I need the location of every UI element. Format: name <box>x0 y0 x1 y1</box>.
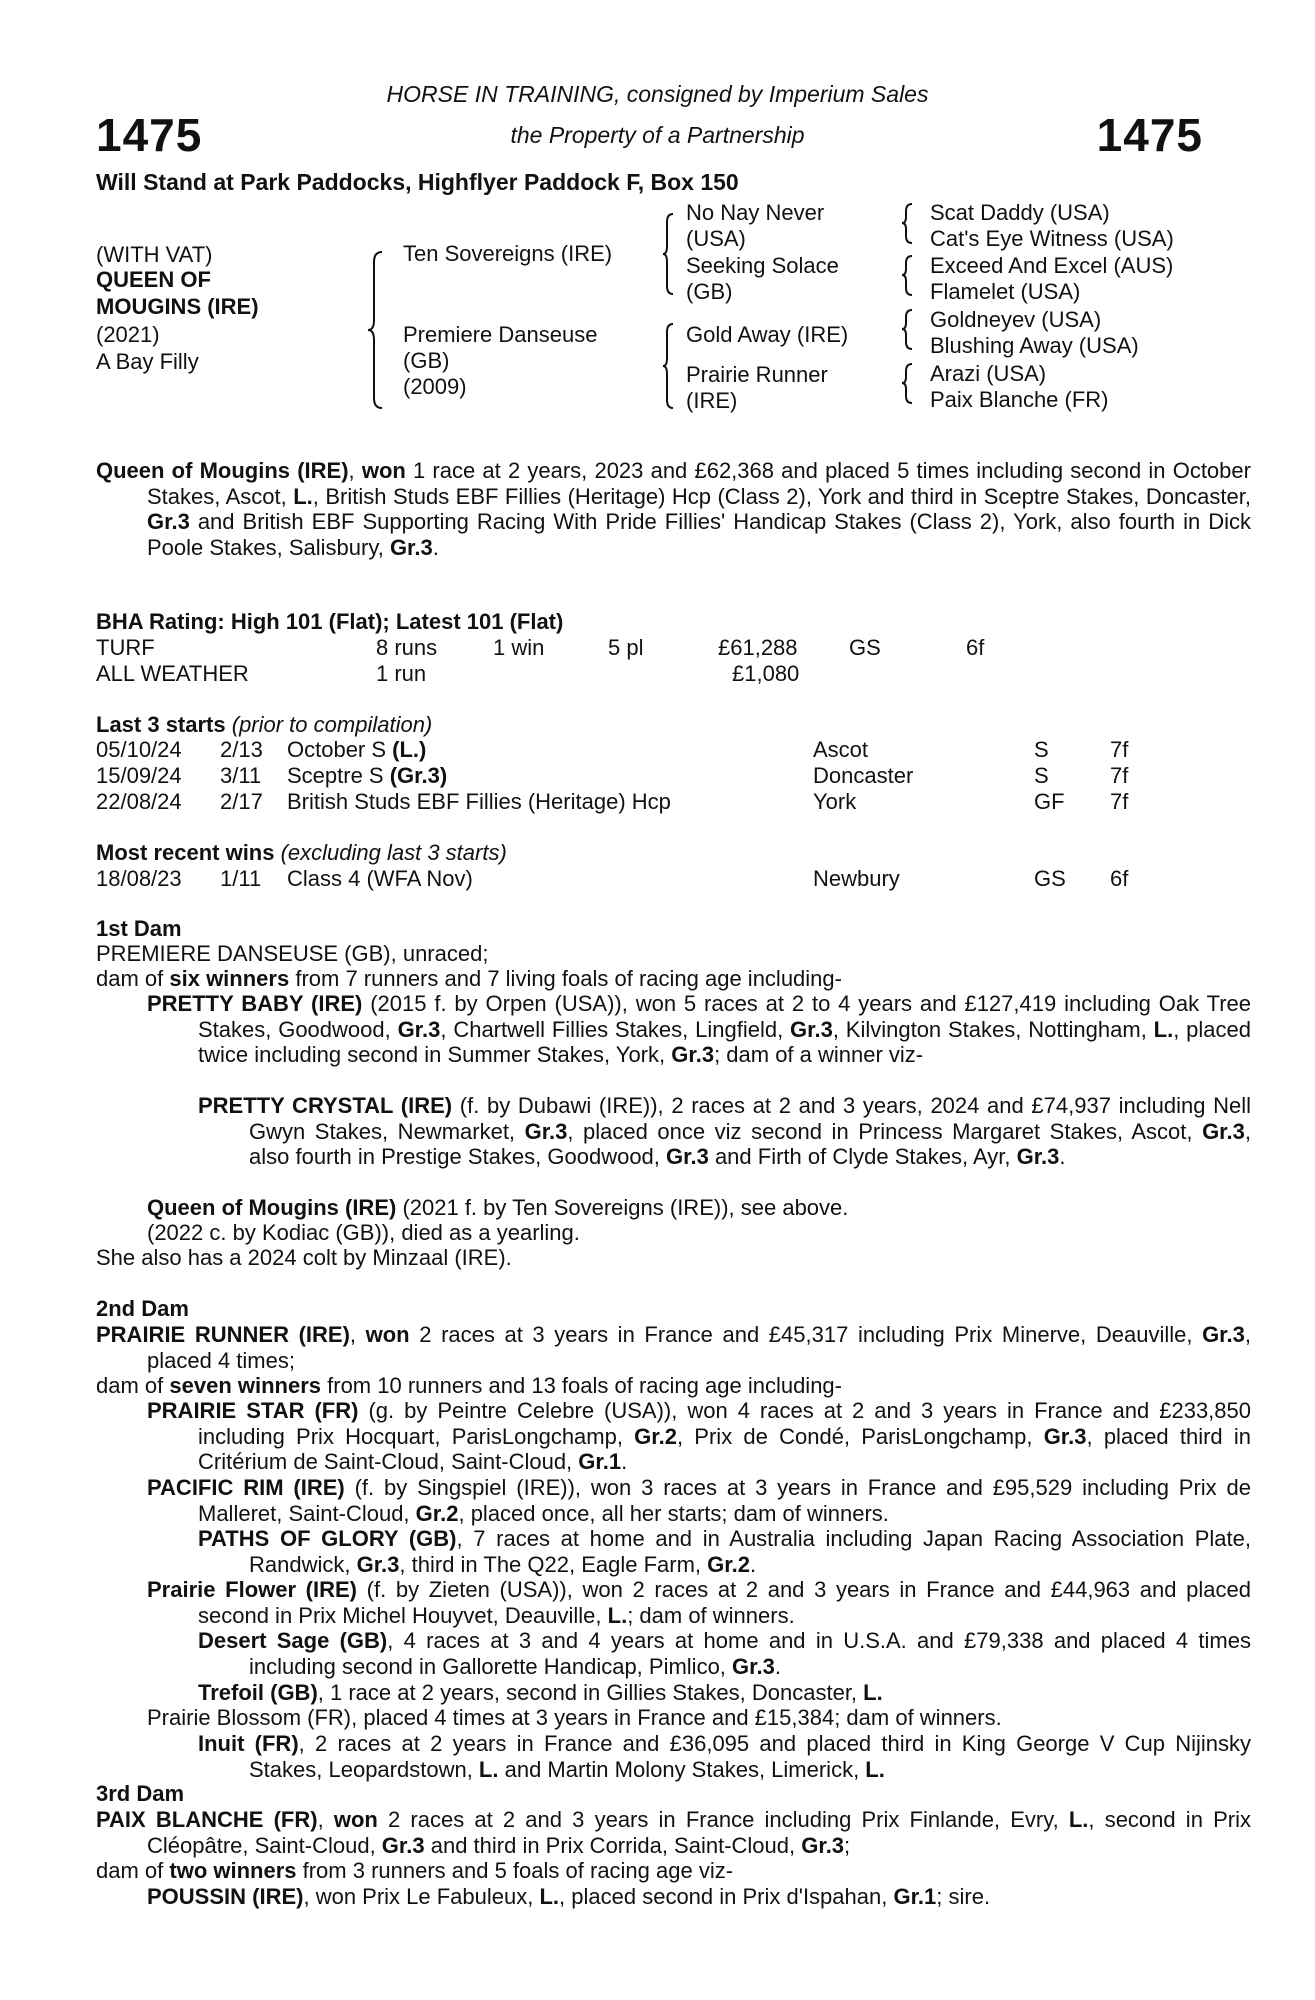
grade: Gr.3 <box>666 1144 709 1169</box>
progeny-name: Prairie Flower (IRE) <box>147 1577 358 1602</box>
pedigree-dd-line2: (IRE) <box>686 388 738 413</box>
pedigree-dss: Goldneyev (USA) <box>930 307 1102 332</box>
win-date: 18/08/23 <box>96 866 182 891</box>
text: from 3 runners and 5 foals of racing age viz- <box>296 1858 734 1883</box>
win-distance: 6f <box>1110 866 1129 891</box>
winners-count: six winners <box>169 966 290 991</box>
pedigree-brace-main <box>368 250 388 410</box>
pedigree-sss: Scat Daddy (USA) <box>930 200 1110 225</box>
text: , placed second in Prix d'Ispahan, <box>559 1884 894 1909</box>
text: , Kilvington Stakes, Nottingham, <box>832 1016 1154 1042</box>
text: , 7 races at home and in Australia including Japan Racing Association Plate, Randwick, <box>249 1526 1251 1577</box>
progeny-2024-colt: She also has a 2024 colt by Minzaal (IRE). <box>96 1245 512 1270</box>
pedigree-ss-line1: No Nay Never <box>686 200 825 225</box>
pedigree-dam-line2: (GB) <box>403 348 450 373</box>
progeny-name: PACIFIC RIM (IRE) <box>147 1475 345 1500</box>
text: ; dam of a winner viz- <box>714 1042 924 1067</box>
pedigree-brace-dam <box>663 322 677 410</box>
win-course: Newbury <box>813 866 900 891</box>
start-distance: 7f <box>1110 737 1129 762</box>
last-starts-heading: Last 3 starts <box>96 712 226 737</box>
property-line: the Property of a Partnership <box>510 122 805 148</box>
text: (2015 f. by Orpen (USA)), won 5 races at 2 to 4 years and £127,419 including Oak Tree Stakes, Goodwood, <box>198 991 1251 1042</box>
bha-row-surface: ALL WEATHER <box>96 661 249 686</box>
progeny-pretty-baby <box>147 991 1251 1068</box>
progeny-prairie-blossom: Prairie Blossom (FR), placed 4 times at 3 years in France and £15,384; dam of winners. <box>147 1705 1002 1730</box>
text: and Firth of Clyde Stakes, Ayr, <box>708 1144 1017 1169</box>
start-race-grade: (Gr.3) <box>389 763 448 788</box>
foaling-year: (2021) <box>96 322 160 347</box>
horse-description: A Bay Filly <box>96 349 199 374</box>
start-course: Doncaster <box>813 763 914 788</box>
pedigree-ddd: Paix Blanche (FR) <box>930 387 1109 412</box>
grade: Gr.3 <box>524 1118 568 1144</box>
summary-grade-L: L. <box>293 483 313 509</box>
bha-row-runs: 8 runs <box>376 635 438 660</box>
pedigree-dds: Arazi (USA) <box>930 361 1047 386</box>
text: dam of <box>96 966 170 991</box>
win-race: Class 4 (WFA Nov) <box>287 866 473 891</box>
grade: Gr.3 <box>671 1042 715 1067</box>
text: 2 races at 2 and 3 years in France including Prix Finlande, Evry, <box>377 1807 1069 1832</box>
text: . <box>1059 1144 1066 1169</box>
win-position: 1/11 <box>220 866 262 891</box>
progeny-name: Trefoil (GB) <box>198 1680 318 1705</box>
third-dam-record: PAIX BLANCHE (FR), won 2 races at 2 and 3 years in France including Prix Finlande, Evry, L., second in Prix Cléopâtre, Saint-Cloud, Gr.3 and third in Prix Corrida, Saint-Cloud, Gr.3; <box>96 1807 1251 1858</box>
progeny-name: PRAIRIE STAR (FR) <box>147 1398 359 1423</box>
start-date: 22/08/24 <box>96 789 182 814</box>
text: , Chartwell Fillies Stakes, Lingfield, <box>440 1016 791 1042</box>
text: , third in The Q22, Eagle Farm, <box>399 1551 708 1577</box>
grade: Gr.3 <box>790 1016 833 1042</box>
summary-won: won <box>361 458 406 483</box>
progeny-name: Desert Sage (GB) <box>198 1628 388 1653</box>
start-position: 2/17 <box>220 789 263 814</box>
start-race-grade: (L.) <box>392 737 427 762</box>
text: dam of <box>96 1858 170 1883</box>
pedigree-dam-line1: Premiere Danseuse <box>403 322 598 347</box>
bha-row-surface: TURF <box>96 635 155 660</box>
text: , won Prix Le Fabuleux, <box>303 1884 540 1909</box>
dam-name: PAIX BLANCHE (FR) <box>96 1807 318 1832</box>
start-course: York <box>813 789 857 814</box>
grade: L. <box>607 1602 628 1628</box>
text: , placed once, all her starts; dam of winners. <box>458 1500 889 1526</box>
winners-count: two winners <box>169 1858 297 1883</box>
pedigree-brace-ds <box>902 308 916 352</box>
bha-row-going: GS <box>849 635 881 660</box>
summary-grade-2: Gr.3 <box>389 534 433 560</box>
pedigree-brace-ss <box>902 202 916 246</box>
text: , 1 race at 2 years, second in Gillies Stakes, Doncaster, <box>317 1680 864 1705</box>
summary-text4: . <box>432 534 439 560</box>
start-distance: 7f <box>1110 763 1129 788</box>
last-starts-note: (prior to compilation) <box>225 712 433 737</box>
vat-note: (WITH VAT) <box>96 242 213 267</box>
progeny-pretty-crystal <box>198 1093 1251 1170</box>
pedigree-dsd: Blushing Away (USA) <box>930 333 1139 358</box>
first-dam-intro: PREMIERE DANSEUSE (GB), unraced; <box>96 941 489 966</box>
dam-name: PRAIRIE RUNNER (IRE) <box>96 1322 350 1347</box>
recent-wins-note: (excluding last 3 starts) <box>274 840 507 865</box>
text: . <box>774 1653 781 1679</box>
summary-grade-1: Gr.3 <box>147 509 190 534</box>
second-dam-heading: 2nd Dam <box>96 1296 189 1321</box>
bha-row-wins: 1 win <box>493 635 545 660</box>
grade: Gr.3 <box>397 1016 441 1042</box>
text: (g. by Peintre Celebre (USA)), won 4 races at 2 and 3 years in France and £233,850 including Prix Hocquart, ParisLongchamp, <box>198 1398 1251 1449</box>
grade: Gr.3 <box>1202 1118 1245 1144</box>
grade: L. <box>863 1680 883 1705</box>
grade: Gr.2 <box>634 1423 677 1449</box>
grade: L. <box>865 1756 885 1782</box>
third-dam-heading: 3rd Dam <box>96 1781 185 1806</box>
text: . <box>749 1551 757 1577</box>
start-race-name: Sceptre S <box>287 763 390 788</box>
progeny-poussin <box>147 1884 990 1910</box>
text: . <box>621 1449 628 1474</box>
progeny-prairie-flower <box>147 1577 1251 1628</box>
text: , placed once viz second in Princess Margaret Stakes, Ascot, <box>567 1118 1203 1144</box>
progeny-inuit <box>198 1731 1251 1782</box>
grade: Gr.2 <box>415 1500 459 1526</box>
text: , Prix de Condé, ParisLongchamp, <box>676 1423 1044 1449</box>
lot-number-left: 1475 <box>96 109 203 161</box>
consignor-line: HORSE IN TRAINING, consigned by Imperium Sales <box>386 81 929 107</box>
horse-name-line1: QUEEN OF <box>96 267 211 292</box>
grade: Gr.3 <box>381 1832 425 1858</box>
bha-row-prize: £1,080 <box>732 661 800 686</box>
progeny-name: Queen of Mougins (IRE) <box>147 1195 397 1220</box>
text: from 10 runners and 13 foals of racing age including- <box>321 1373 842 1398</box>
text: , placed third in Critérium de Saint-Cloud, Saint-Cloud, <box>198 1423 1252 1474</box>
first-dam-produce-summary <box>96 966 842 992</box>
text: (2021 f. by Ten Sovereigns (IRE)), see above. <box>396 1195 849 1220</box>
pedigree-sire: Ten Sovereigns (IRE) <box>403 241 613 266</box>
grade: L. <box>539 1884 560 1909</box>
text: , placed 4 times; <box>147 1322 1251 1373</box>
lot-number-right: 1475 <box>1096 109 1203 161</box>
last-starts-title <box>96 712 432 738</box>
pedigree-dam-line3: (2009) <box>403 374 467 399</box>
progeny-name: PATHS OF GLORY (GB) <box>198 1526 457 1551</box>
start-position: 2/13 <box>220 737 263 762</box>
text: dam of <box>96 1373 170 1398</box>
start-course: Ascot <box>813 737 869 762</box>
text: , second in Prix Cléopâtre, Saint-Cloud, <box>147 1807 1251 1858</box>
text: (f. by Dubawi (IRE)), 2 races at 2 and 3 years, 2024 and £74,937 including Nell Gwyn Stakes, Newmarket, <box>249 1093 1252 1144</box>
pedigree-ds: Gold Away (IRE) <box>686 322 849 347</box>
pedigree-brace-sire <box>663 212 677 296</box>
progeny-paths-of-glory <box>198 1526 1251 1577</box>
grade: Gr.3 <box>801 1832 845 1858</box>
grade: Gr.2 <box>707 1551 750 1577</box>
stand-location: Will Stand at Park Paddocks, Highflyer Paddock F, Box 150 <box>96 169 739 195</box>
summary-text1: 1 race at 2 years, 2023 and £62,368 and placed 5 times including second in October Stakes, Ascot, <box>147 458 1251 509</box>
grade: Gr.1 <box>578 1449 622 1474</box>
grade: L. <box>478 1756 499 1782</box>
grade: Gr.3 <box>732 1653 775 1679</box>
text: ; sire. <box>936 1884 991 1909</box>
win-going: GS <box>1034 866 1066 891</box>
progeny-name: PRETTY CRYSTAL (IRE) <box>198 1093 453 1118</box>
pedigree-ss-line2: (USA) <box>686 226 746 251</box>
progeny-trefoil <box>198 1680 883 1706</box>
text: ; dam of winners. <box>627 1602 795 1628</box>
grade: Gr.3 <box>1202 1322 1245 1347</box>
winners-count: seven winners <box>169 1373 322 1398</box>
pedigree-sd-line1: Seeking Solace <box>686 253 839 278</box>
progeny-name: PRETTY BABY (IRE) <box>147 991 363 1016</box>
second-dam-record: PRAIRIE RUNNER (IRE), won 2 races at 3 years in France and £45,317 including Prix Minerve, Deauville, Gr.3, placed 4 times; <box>96 1322 1251 1373</box>
pedigree-sdd: Flamelet (USA) <box>930 279 1081 304</box>
progeny-pacific-rim <box>147 1475 1251 1526</box>
horse-name-line2: MOUGINS (IRE) <box>96 294 259 319</box>
text: , also fourth in Prestige Stakes, Goodwood, <box>249 1118 1251 1169</box>
pedigree-brace-sd <box>902 254 916 298</box>
pedigree-sds: Exceed And Excel (AUS) <box>930 253 1174 278</box>
text: and Martin Molony Stakes, Limerick, <box>498 1756 866 1782</box>
grade: L. <box>1153 1016 1174 1042</box>
text: and third in Prix Corrida, Saint-Cloud, <box>424 1832 802 1858</box>
text: 2 races at 3 years in France and £45,317 including Prix Minerve, Deauville, <box>409 1322 1203 1347</box>
grade: Gr.3 <box>356 1551 400 1577</box>
summary-horse-name: Queen of Mougins (IRE) <box>96 458 349 483</box>
progeny-queen-of-mougins <box>147 1195 848 1221</box>
summary-text2: , British Studs EBF Fillies (Heritage) Hcp (Class 2), York and third in Sceptre Stakes, Doncaster, <box>312 483 1251 509</box>
text: (f. by Singspiel (IRE)), won 3 races at 3 years in France and £95,529 including Prix de Malleret, Saint-Cloud, <box>198 1475 1252 1526</box>
recent-wins-title <box>96 840 507 866</box>
pedigree-sd-line2: (GB) <box>686 279 733 304</box>
text: (f. by Zieten (USA)), won 2 races at 2 and 3 years in France and £44,963 and placed second in Prix Michel Houyvet, Deauville, <box>198 1577 1251 1628</box>
progeny-name: POUSSIN (IRE) <box>147 1884 304 1909</box>
pedigree-dd-line1: Prairie Runner <box>686 362 828 387</box>
start-going: S <box>1034 737 1049 762</box>
grade: Gr.3 <box>1016 1144 1060 1169</box>
bha-row-distance: 6f <box>966 635 985 660</box>
start-race <box>287 789 671 815</box>
grade: Gr.1 <box>893 1884 937 1909</box>
start-race-name: British Studs EBF Fillies (Heritage) Hcp <box>287 789 671 814</box>
pedigree-brace-dd <box>902 362 916 406</box>
bha-row-prize: £61,288 <box>718 635 798 660</box>
start-date: 05/10/24 <box>96 737 182 762</box>
start-distance: 7f <box>1110 789 1129 814</box>
second-dam-produce-summary <box>96 1373 842 1399</box>
text: ; <box>844 1832 851 1858</box>
start-position: 3/11 <box>220 763 262 788</box>
grade: Gr.3 <box>1043 1423 1087 1449</box>
start-race-name: October S <box>287 737 393 762</box>
bha-rating-title: BHA Rating: High 101 (Flat); Latest 101 (Flat) <box>96 609 564 634</box>
grade: L. <box>1068 1807 1089 1832</box>
progeny-desert-sage <box>198 1628 1251 1679</box>
bha-row-runs: 1 run <box>376 661 427 686</box>
progeny-kodiac-colt: (2022 c. by Kodiac (GB)), died as a yearling. <box>147 1220 580 1245</box>
progeny-prairie-star <box>147 1398 1251 1475</box>
start-going: GF <box>1034 789 1065 814</box>
recent-wins-heading: Most recent wins <box>96 840 275 865</box>
text: , 2 races at 2 years in France and £36,095 and placed third in King George V Cup Nijinsky Stakes, Leopardstown, <box>249 1731 1251 1782</box>
start-race <box>287 737 426 763</box>
bha-row-placed: 5 pl <box>608 635 644 660</box>
won: won <box>333 1807 378 1832</box>
third-dam-produce-summary <box>96 1858 733 1884</box>
text: , placed twice including second in Summer Stakes, York, <box>198 1016 1251 1067</box>
start-date: 15/09/24 <box>96 763 182 788</box>
race-summary: Queen of Mougins (IRE), won 1 race at 2 years, 2023 and £62,368 and placed 5 times including second in October Stakes, Ascot, L., British Studs EBF Fillies (Heritage) Hcp (Class 2), York and third in Sceptre Stakes, Doncaster, Gr.3 and British EBF Supporting Racing With Pride Fillies' Handicap Stakes (Class 2), York, also fourth in Dick Poole Stakes, Salisbury, Gr.3. <box>96 458 1251 560</box>
summary-text3: and British EBF Supporting Racing With Pride Fillies' Handicap Stakes (Class 2), York, also fourth in Dick Poole Stakes, Salisbury, <box>147 509 1251 560</box>
pedigree-ssd: Cat's Eye Witness (USA) <box>930 226 1174 251</box>
won: won <box>365 1322 410 1347</box>
text: , 4 races at 3 and 4 years at home and in U.S.A. and £79,338 and placed 4 times including second in Gallorette Handicap, Pimlico, <box>249 1628 1251 1679</box>
start-going: S <box>1034 763 1049 788</box>
first-dam-heading: 1st Dam <box>96 916 182 941</box>
progeny-name: Inuit (FR) <box>198 1731 299 1756</box>
text: from 7 runners and 7 living foals of racing age including- <box>289 966 842 991</box>
start-race <box>287 763 447 789</box>
